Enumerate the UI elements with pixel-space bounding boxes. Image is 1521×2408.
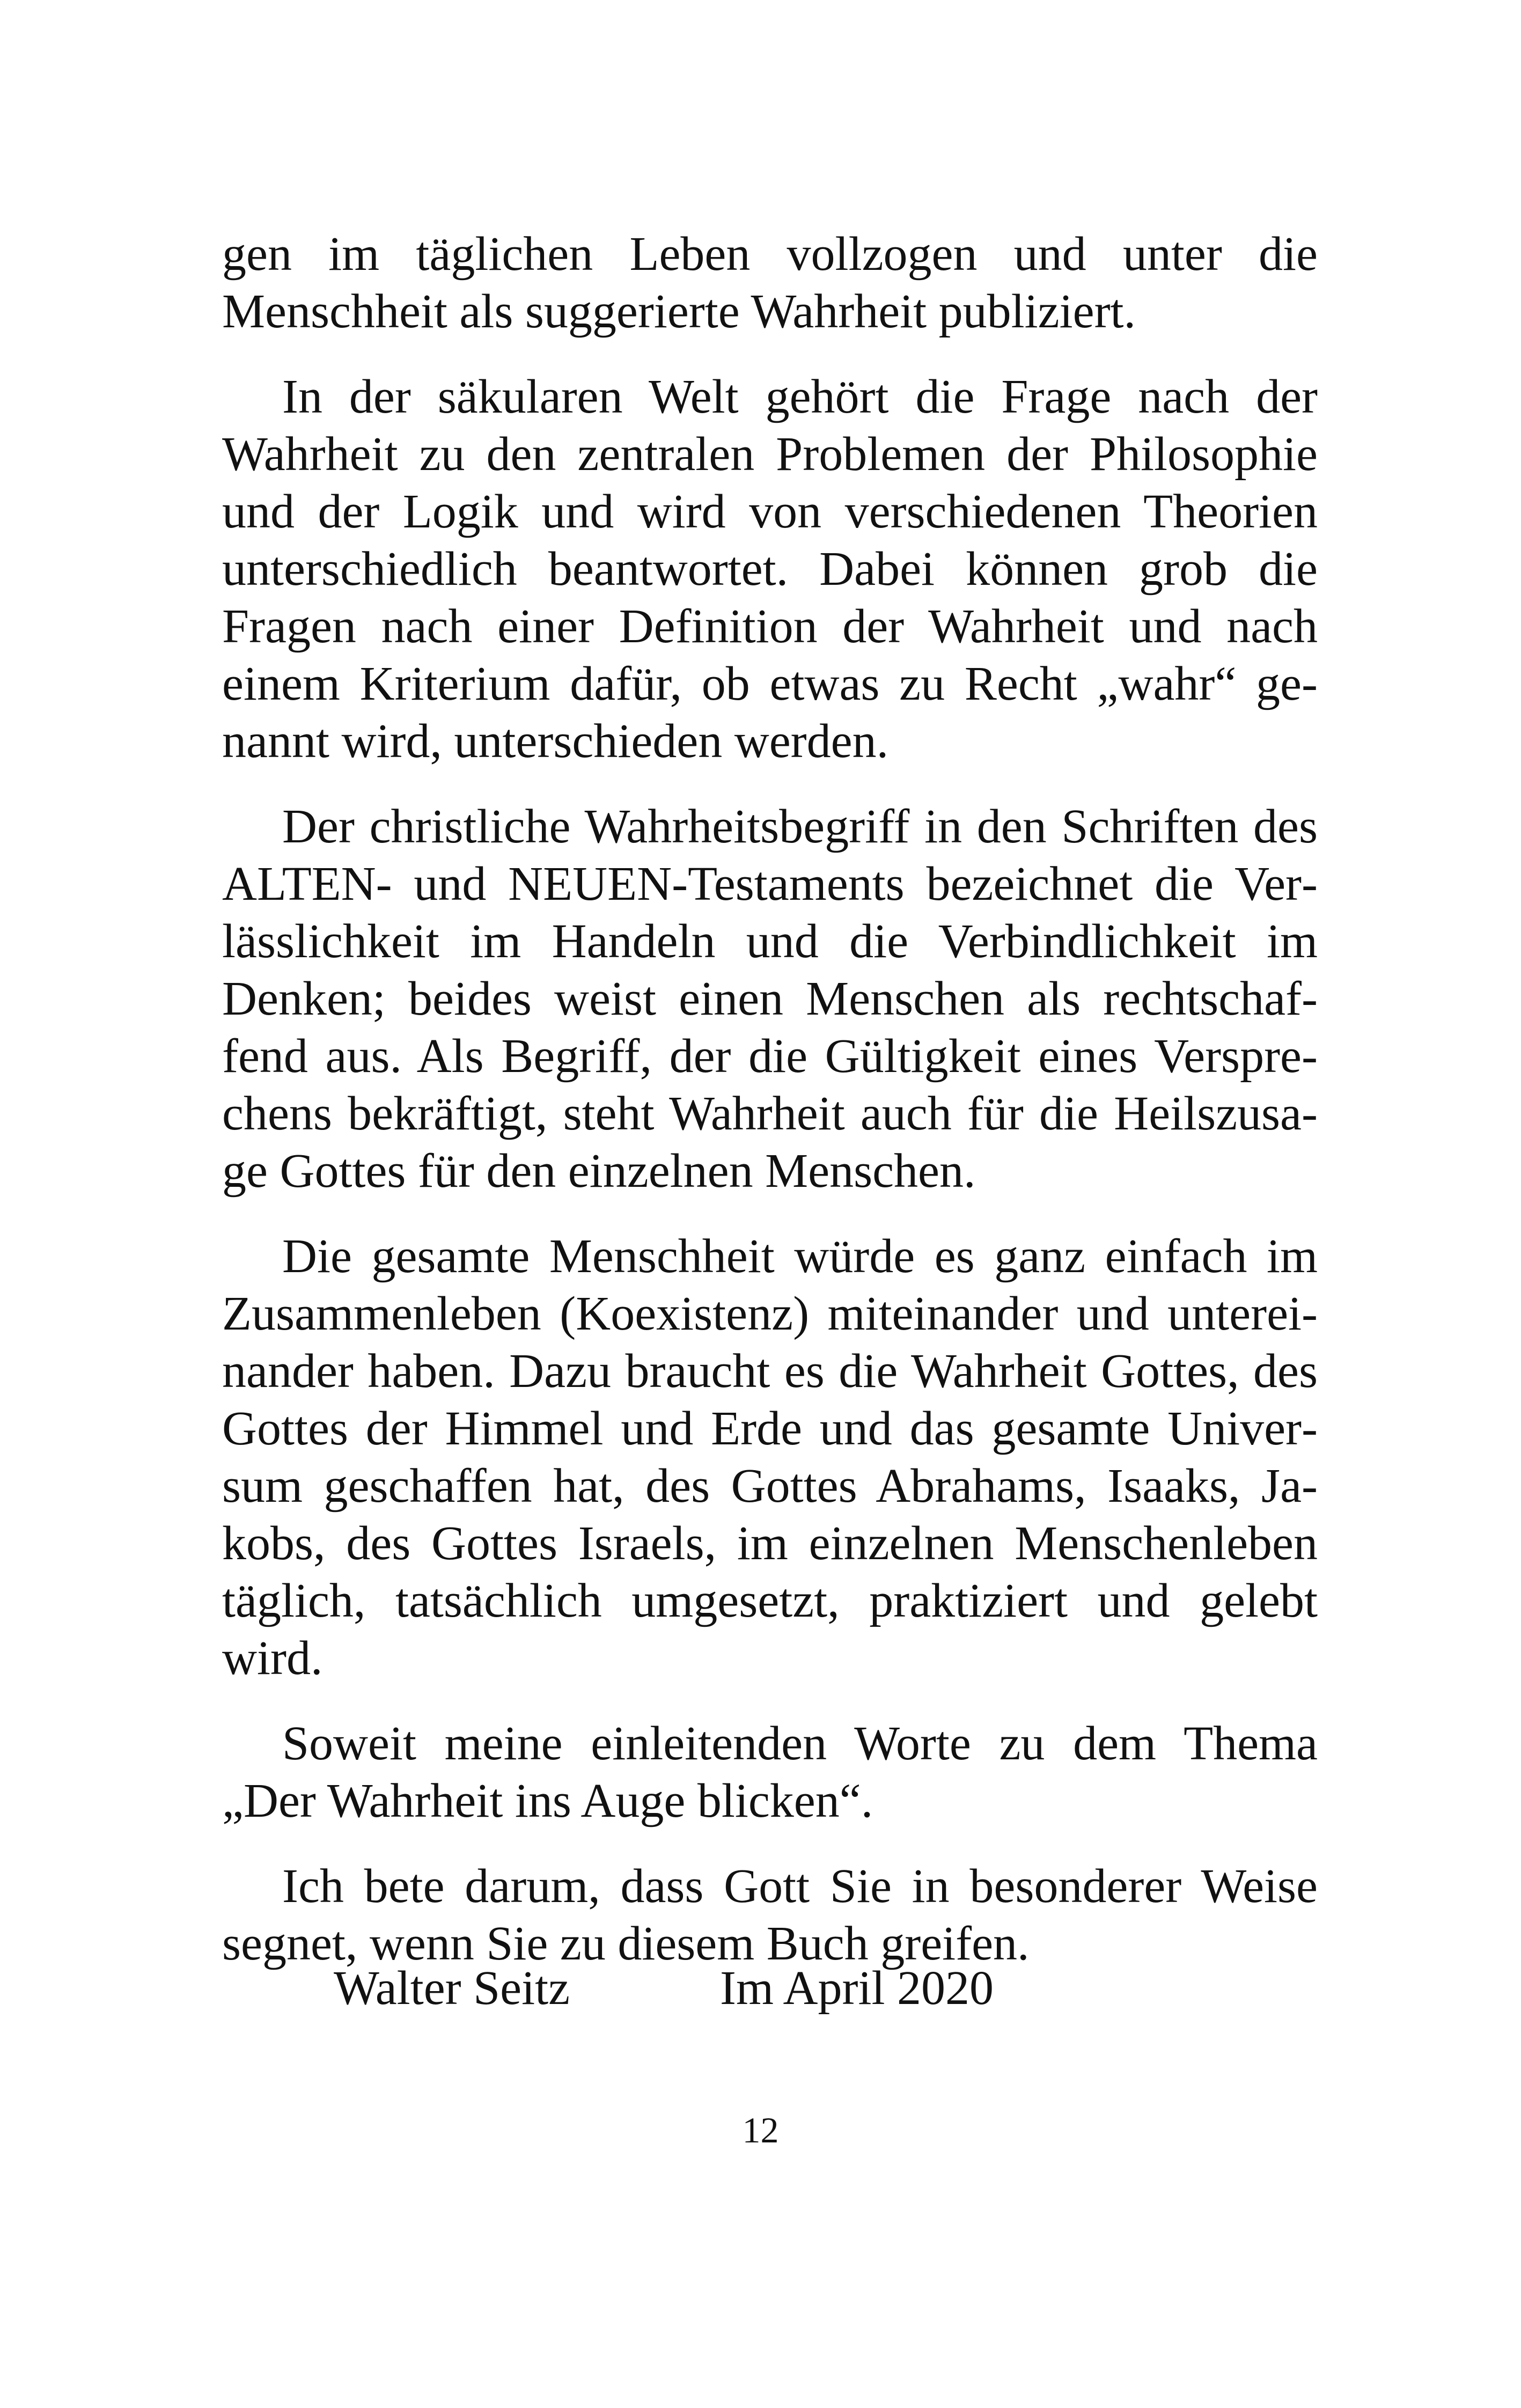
body-text (222, 225, 1318, 1972)
paragraph-introduction-closing: Soweit meine einleitenden Worte zu dem Thema „Der Wahrheit ins Auge blicken“. (222, 1717, 1318, 1827)
paragraph-blessing: Ich bete darum, dass Gott Sie in besonderer Weise segnet, wenn Sie zu diesem Buch greifen. (222, 1860, 1318, 1970)
page-number: 12 (742, 2110, 779, 2150)
author-name: Walter Seitz (334, 1962, 570, 2015)
paragraph-truth-christian: Der christliche Wahrheitsbegriff in den Schriften des ALTEN- und NEUEN-Testaments bezeichnet die Verlässlichkeit im Handeln und die Verbindlichkeit im Denken; beides weist einen Menschen als rechtschaffend aus. Als Begriff, der die Gültigkeit eines Versprechens bekräftigt, steht Wahrheit auch für die Heilszusage Gottes für den einzelnen Menschen. (222, 800, 1318, 1198)
signature-line (0, 1959, 1521, 2018)
paragraph-truth-secular: In der säkularen Welt gehört die Frage nach der Wahrheit zu den zentralen Problemen der Philosophie und der Logik und wird von verschiedenen Theorien unterschiedlich beantwortet. Dabei können grob die Fragen nach einer Definition der Wahrheit und nach einem Kriterium dafür, ob etwas zu Recht „wahr“ genannt wird, unterschieden werden. (222, 370, 1318, 768)
paragraph-humanity: Die gesamte Menschheit würde es ganz einfach im Zusammenleben (Koexistenz) miteinander und untereinander haben. Dazu braucht es die Wahrheit Gottes, des Gottes der Himmel und Erde und das gesamte Universum geschaffen hat, des Gottes Abrahams, Isaaks, Jakobs, des Gottes Israels, im einzelnen Menschenleben täglich, tatsächlich umgesetzt, praktiziert und gelebt wird. (222, 1230, 1318, 1685)
signature-date: Im April 2020 (720, 1962, 994, 2015)
paragraph-continuation: gen im täglichen Leben vollzogen und unter die Menschheit als suggerierte Wahrheit publiziert. (222, 227, 1318, 338)
